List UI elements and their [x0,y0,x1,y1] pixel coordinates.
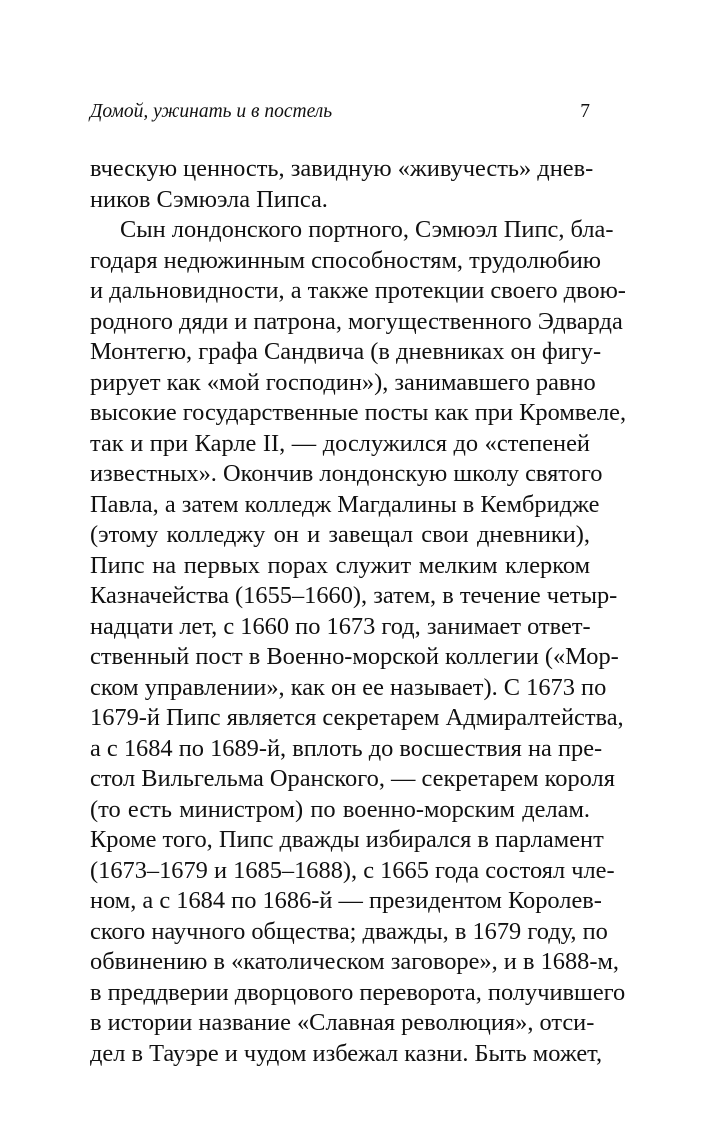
text-line: обвинению в «католическом заговоре», и в 1688-м, [90,948,620,975]
text-line: Кроме того, Пипс дважды избирался в парламент [90,826,604,853]
text-line: дел в Тауэре и чудом избежал казни. Быть может, [90,1039,603,1067]
text-line: а с 1684 по 1689-й, вплоть до восшествия на пре- [90,734,603,762]
text-line: ском управлении», как он ее называет). С 1673 по [90,673,607,701]
text-line: высокие государственные посты как при Кромвеле, [90,399,627,426]
text-line: известных». Окончив лондонскую школу святого [90,460,603,487]
text-line: ном, а с 1684 по 1686-й — президентом Королев- [90,887,602,914]
text-line: в преддверии дворцового переворота, получившего [90,978,626,1006]
text-line: годаря недюжинным способностям, трудолюбию [90,246,601,274]
body-text [90,154,627,1069]
text-line: (1673–1679 и 1685–1688), с 1665 года состоял чле- [90,856,615,884]
text-line: рирует как «мой господин»), занимавшего равно [90,368,596,396]
text-line: и дальновидности, а также протекции своего двою- [90,277,626,304]
text-line: (этому колледжу он и завещал свои дневники), [90,521,590,548]
text-line: ников Сэмюэла Пипса. [90,185,328,213]
text-line: 1679-й Пипс является секретарем Адмиралтейства, [90,704,624,731]
text-line: в истории название «Славная революция», отси- [90,1009,595,1036]
text-line: стол Вильгельма Оранского, — секретарем короля [90,765,615,792]
text-line: Монтегю, графа Сандвича (в дневниках он фигу- [90,338,602,365]
text-line: родного дяди и патрона, могущественного Эдварда [90,307,623,335]
text-line: надцати лет, с 1660 по 1673 год, занимает ответ- [90,612,591,640]
text-line: так и при Карле II, — дослужился до «степеней [90,429,590,457]
text-line: Пипс на первых порах служит мелким клерком [90,551,590,579]
text-line: Павла, а затем колледж Магдалины в Кембридже [90,490,600,518]
text-line: (то есть министром) по военно-морским делам. [90,795,590,823]
page-number: 7 [580,101,590,122]
text-line: вческую ценность, завидную «живучесть» днев- [90,155,594,182]
running-title: Домой, ужинать и в постель [90,101,333,122]
text-line: Казначейства (1655–1660), затем, в течение четыр- [90,582,618,609]
text-line: ского научного общества; дважды, в 1679 году, по [90,917,608,945]
running-header [90,99,590,125]
text-line: ственный пост в Военно-морской коллегии («Мор- [90,643,619,670]
text-line: Сын лондонского портного, Сэмюэл Пипс, бла- [120,216,614,243]
